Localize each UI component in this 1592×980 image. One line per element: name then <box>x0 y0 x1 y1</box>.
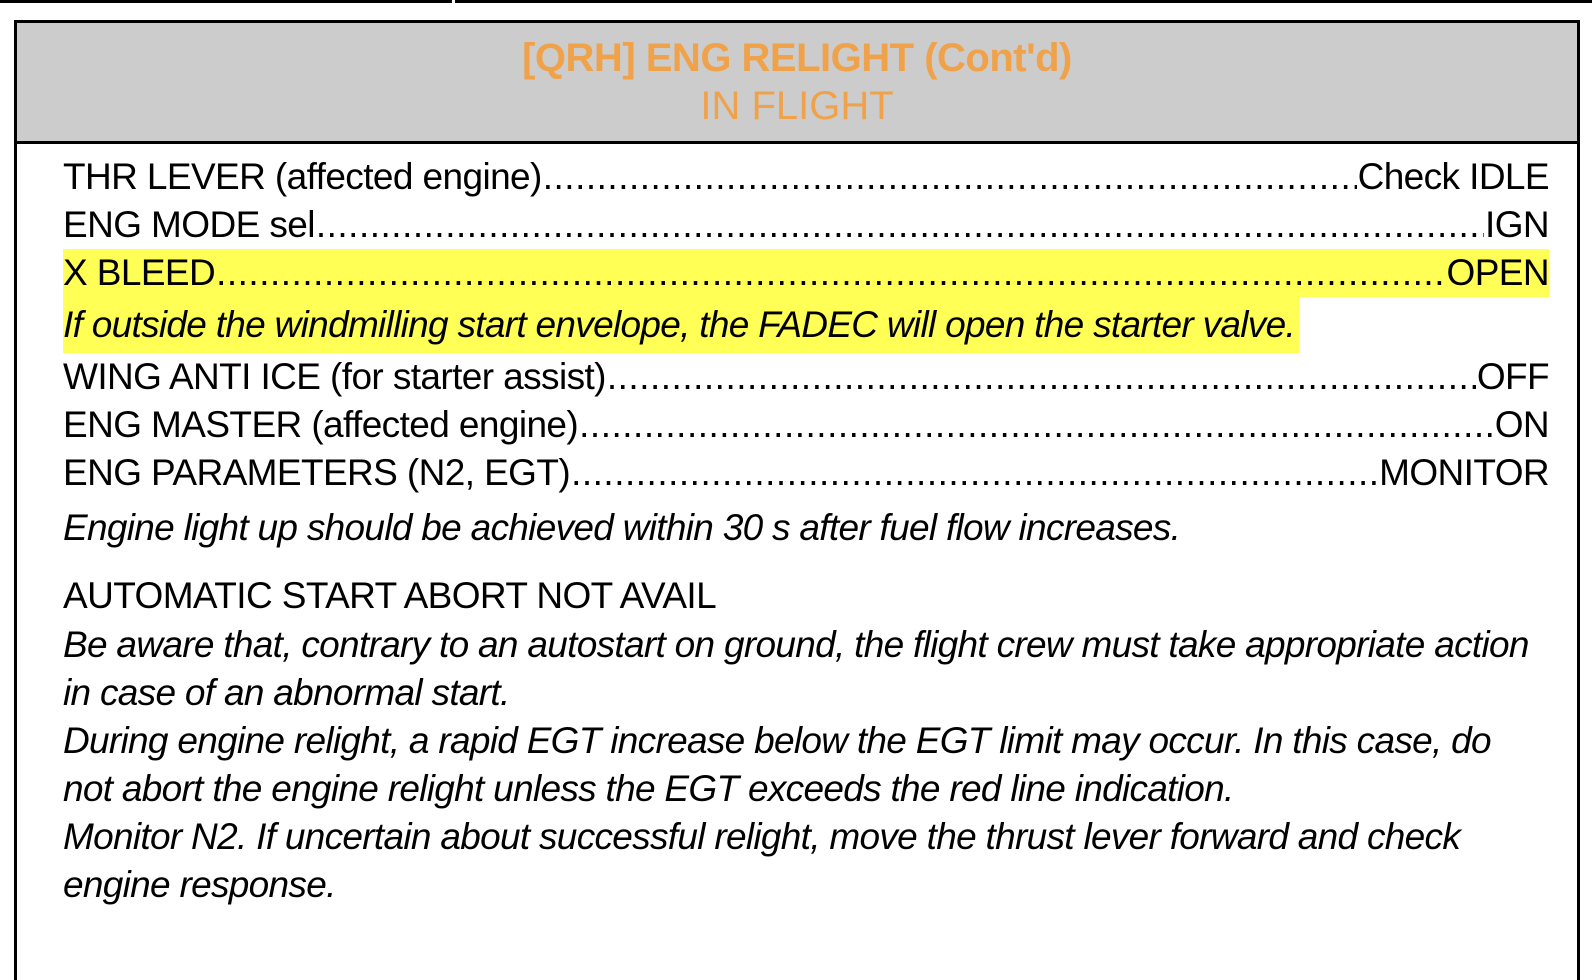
step-eng-parameters <box>63 449 1549 497</box>
step-action: MONITOR <box>1379 452 1549 493</box>
procedure-subtitle: IN FLIGHT <box>700 84 894 128</box>
top-rule-gap <box>452 0 455 3</box>
top-rule <box>0 0 1592 3</box>
step-action: OPEN <box>1446 252 1549 293</box>
step-label: ENG MASTER (affected engine) <box>63 404 579 445</box>
dot-leader <box>543 153 1357 201</box>
monitor-n2-paragraph: Monitor N2. If uncertain about successful relight, move the thrust lever forward and check engine response. <box>63 816 1461 905</box>
light-up-note: Engine light up should be achieved within 30 s after fuel flow increases. <box>63 507 1181 548</box>
step-label: ENG MODE sel <box>63 204 315 245</box>
step-label: THR LEVER (affected engine) <box>63 156 542 197</box>
dot-leader <box>571 449 1378 497</box>
dot-leader <box>216 249 1445 297</box>
step-eng-mode-sel <box>63 201 1549 249</box>
step-x-bleed <box>63 249 1549 297</box>
highlighted-note-row <box>63 297 1549 353</box>
step-action: OFF <box>1476 356 1549 397</box>
step-eng-master <box>63 401 1549 449</box>
step-action: IGN <box>1485 204 1549 245</box>
procedure-title: [QRH] ENG RELIGHT (Cont'd) <box>522 36 1072 80</box>
section-heading: AUTOMATIC START ABORT NOT AVAIL <box>63 575 717 616</box>
dot-leader <box>607 353 1476 401</box>
procedure-body <box>63 153 1549 909</box>
step-label: X BLEED <box>63 252 216 293</box>
step-wing-anti-ice <box>63 353 1549 401</box>
step-action: ON <box>1494 404 1549 445</box>
abnormal-start-paragraph: Be aware that, contrary to an autostart on ground, the flight crew must take appropriate action in case of an abnormal start. <box>63 624 1529 713</box>
procedure-header <box>17 23 1577 144</box>
procedure-frame <box>14 20 1580 980</box>
fadec-note: If outside the windmilling start envelope, the FADEC will open the starter valve. <box>63 297 1299 353</box>
dot-leader <box>316 201 1484 249</box>
step-label: ENG PARAMETERS (N2, EGT) <box>63 452 571 493</box>
dot-leader <box>579 401 1494 449</box>
egt-increase-paragraph: During engine relight, a rapid EGT increase below the EGT limit may occur. In this case, do not abort the engine relight unless the EGT exceeds the red line indication. <box>63 720 1491 809</box>
step-action: Check IDLE <box>1357 156 1549 197</box>
step-label: WING ANTI ICE (for starter assist) <box>63 356 606 397</box>
step-thr-lever <box>63 153 1549 201</box>
